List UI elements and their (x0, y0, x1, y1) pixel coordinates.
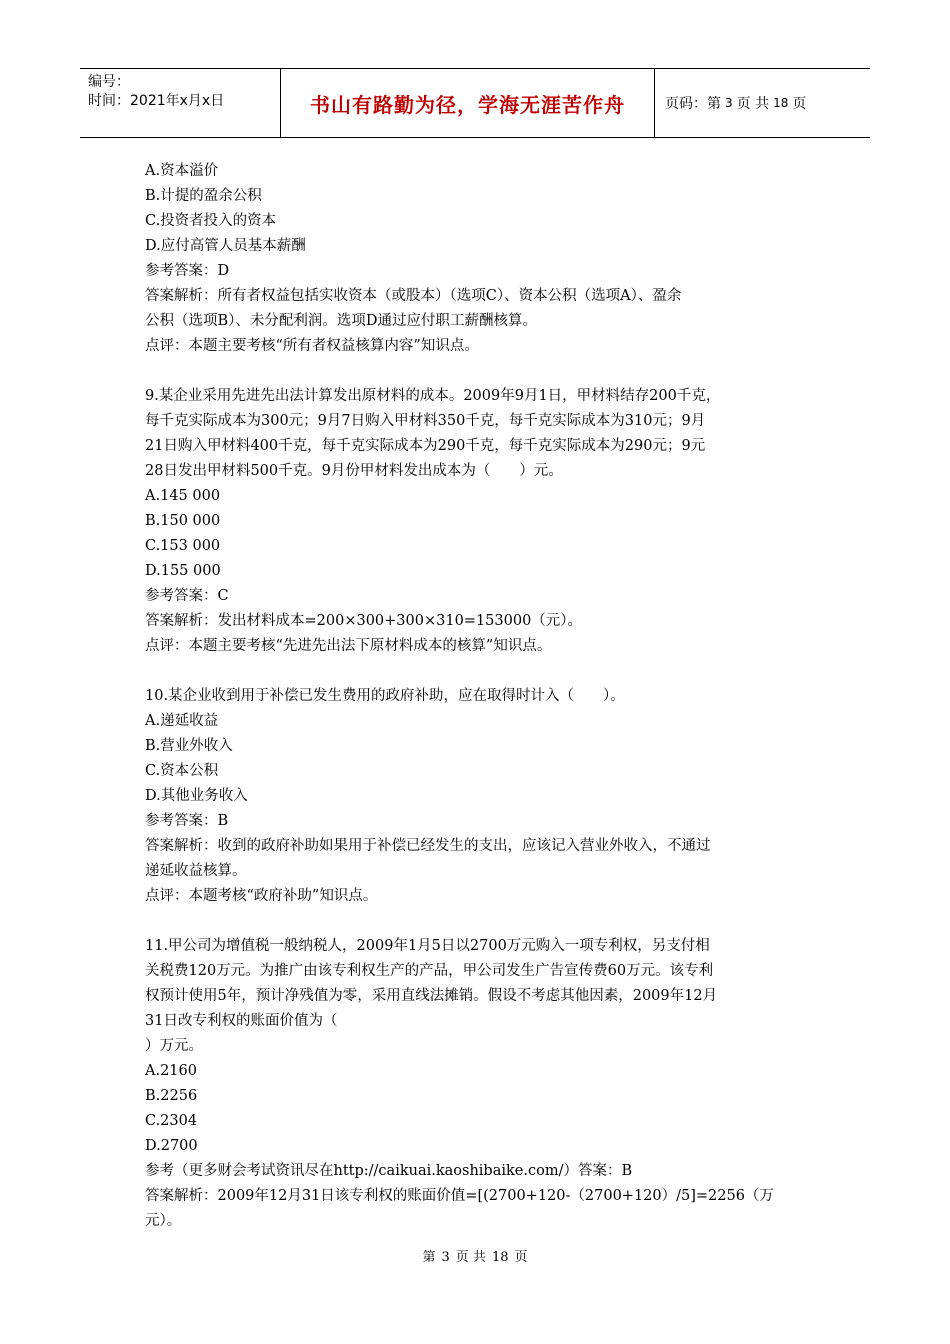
text-line: D.2700 (145, 1138, 198, 1154)
text-line: 点评：本题主要考核“先进先出法下原材料成本的核算”知识点。 (145, 638, 552, 654)
text-line: C.2304 (145, 1113, 198, 1129)
number-label: 编号： (88, 74, 130, 90)
time-label: 时间：2021年x月x日 (88, 93, 225, 109)
text-line: 21日购入甲材料400千克，每千克实际成本为290千克，每千克实际成本为290元；9元 (145, 438, 706, 454)
page-footer (0, 1246, 950, 1265)
page-header (80, 68, 870, 138)
text-line: 31日改专利权的账面价值为（ (145, 1013, 338, 1029)
paragraph-gap (145, 659, 815, 684)
text-line: 元）。 (145, 1213, 182, 1229)
text-line: B.营业外收入 (145, 738, 233, 754)
text-line: 答案解析：发出材料成本=200×300+300×310=153000（元）。 (145, 613, 583, 629)
header-page-info (655, 69, 870, 137)
header-meta (80, 69, 281, 137)
footer-mid: 页 共 (455, 1250, 486, 1265)
text-line: D.其他业务收入 (145, 788, 248, 804)
text-line: 递延收益核算。 (145, 863, 247, 879)
page-mid: 页 共 (736, 96, 770, 112)
text-line: A.资本溢价 (145, 163, 219, 179)
text-line: 答案解析：收到的政府补助如果用于补偿已经发生的支出，应该记入营业外收入，不通过 (145, 838, 711, 854)
text-line: 28日发出甲材料500千克。9月份甲材料发出成本为（ ）元。 (145, 463, 563, 479)
text-line: A.145 000 (145, 488, 221, 504)
text-line: B.150 000 (145, 513, 221, 529)
text-line: 10.某企业收到用于补偿已发生费用的政府补助，应在取得时计入（ ）。 (145, 688, 625, 704)
paragraph-gap (145, 909, 815, 934)
text-line: 9.某企业采用先进先出法计算发出原材料的成本。2009年9月1日，甲材料结存200千克， (145, 388, 721, 404)
page-number: 3 (725, 96, 733, 110)
text-line: 权预计使用5年，预计净残值为零，采用直线法摊销。假设不考虑其他因素，2009年12月 (145, 988, 718, 1004)
text-line: 参考答案：C (145, 588, 229, 604)
text-line: C.资本公积 (145, 763, 219, 779)
text-line: 每千克实际成本为300元；9月7日购入甲材料350千克，每千克实际成本为310元；9月 (145, 413, 706, 429)
text-line: 答案解析：所有者权益包括实收资本（或股本）（选项C）、资本公积（选项A）、盈余 (145, 288, 682, 304)
text-line: D.155 000 (145, 563, 221, 579)
text-line: 点评：本题考核“政府补助”知识点。 (145, 888, 378, 904)
text-line: D.应付高管人员基本薪酬 (145, 238, 306, 254)
footer-suffix: 页 (514, 1250, 528, 1265)
header-motto: 书山有路勤为径，学海无涯苦作舟 (281, 69, 655, 137)
text-line: 公积（选项B）、未分配利润。选项D通过应付职工薪酬核算。 (145, 313, 538, 329)
text-line: 答案解析：2009年12月31日该专利权的账面价值=[(2700+120-（2700+120）/5]=2256（万 (145, 1188, 774, 1204)
text-line: 关税费120万元。为推广由该专利权生产的产品，甲公司发生广告宣传费60万元。该专利 (145, 963, 714, 979)
text-line: 参考答案：B (145, 813, 229, 829)
text-line: 11.甲公司为增值税一般纳税人，2009年1月5日以2700万元购入一项专利权，另支付相 (145, 938, 710, 954)
page-total: 18 (773, 96, 789, 110)
footer-page-total: 18 (491, 1250, 509, 1265)
text-line: ）万元。 (145, 1038, 203, 1054)
page-prefix: 页码：第 (665, 96, 721, 112)
text-line: C.153 000 (145, 538, 221, 554)
text-line: C.投资者投入的资本 (145, 213, 277, 229)
text-line: A.2160 (145, 1063, 197, 1079)
text-line: 参考答案：D (145, 263, 230, 279)
text-line: 参考（更多财会考试资讯尽在http://caikuai.kaoshibaike.com/）答案：B (145, 1163, 633, 1179)
text-line: B.计提的盈余公积 (145, 188, 262, 204)
footer-prefix: 第 (422, 1250, 436, 1265)
text-line: 点评：本题主要考核“所有者权益核算内容”知识点。 (145, 338, 479, 354)
text-line: A.递延收益 (145, 713, 219, 729)
document-body (145, 159, 815, 1234)
footer-page-number: 3 (441, 1250, 450, 1265)
text-line: B.2256 (145, 1088, 198, 1104)
paragraph-gap (145, 359, 815, 384)
page-suffix: 页 (792, 96, 807, 112)
